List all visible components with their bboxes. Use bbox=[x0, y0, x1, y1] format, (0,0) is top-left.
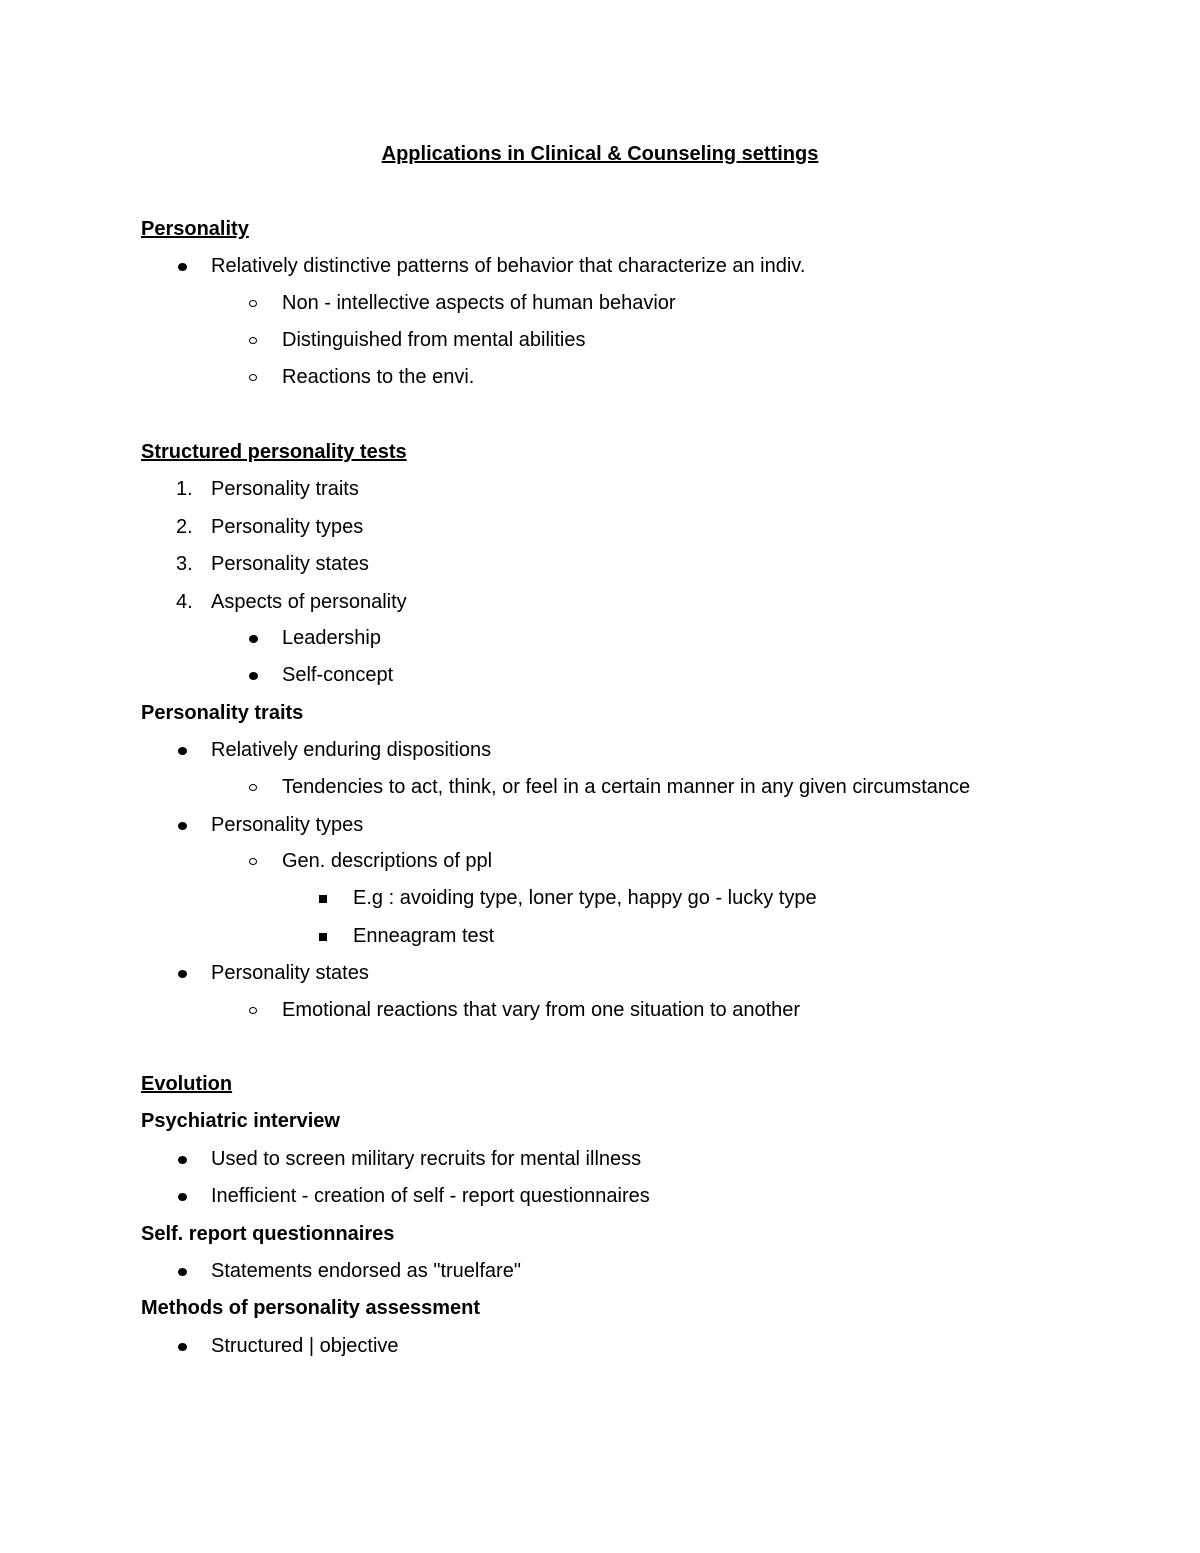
list-number: 3. bbox=[176, 553, 193, 575]
heading-personality-traits: Personality traits bbox=[141, 702, 304, 724]
bullet-square-icon bbox=[319, 895, 327, 903]
list-item: Inefficient - creation of self - report questionnaires bbox=[211, 1185, 650, 1207]
list-number: 2. bbox=[176, 516, 193, 538]
list-item: Non - intellective aspects of human behavior bbox=[282, 292, 676, 314]
list-item: Enneagram test bbox=[353, 925, 495, 947]
list-item: Emotional reactions that vary from one situation to another bbox=[282, 999, 801, 1021]
list-item: Relatively distinctive patterns of behavior that characterize an indiv. bbox=[211, 255, 806, 277]
bullet-dot-icon bbox=[178, 1156, 187, 1164]
list-item: Used to screen military recruits for mental illness bbox=[211, 1148, 642, 1170]
list-item: Personality states bbox=[211, 553, 369, 575]
bullet-dot-icon bbox=[178, 1268, 187, 1276]
heading-evolution: Evolution bbox=[141, 1073, 233, 1095]
bullet-dot-icon bbox=[178, 263, 187, 271]
bullet-circle-icon bbox=[249, 784, 257, 791]
bullet-circle-icon bbox=[249, 300, 257, 307]
bullet-dot-icon bbox=[178, 1343, 187, 1351]
bullet-circle-icon bbox=[249, 858, 257, 865]
heading-methods: Methods of personality assessment bbox=[141, 1297, 480, 1319]
list-item: Relatively enduring dispositions bbox=[211, 739, 492, 761]
list-number: 4. bbox=[176, 591, 193, 613]
heading-structured-tests: Structured personality tests bbox=[141, 441, 407, 463]
list-item: Distinguished from mental abilities bbox=[282, 329, 586, 351]
bullet-dot-icon bbox=[178, 822, 187, 830]
bullet-circle-icon bbox=[249, 374, 257, 381]
list-item: Statements endorsed as "truelfare" bbox=[211, 1260, 521, 1282]
bullet-circle-icon bbox=[249, 337, 257, 344]
bullet-square-icon bbox=[319, 933, 327, 941]
list-item: Personality traits bbox=[211, 478, 359, 500]
list-item: Self-concept bbox=[282, 664, 394, 686]
heading-self-report: Self. report questionnaires bbox=[141, 1223, 395, 1245]
list-item: Tendencies to act, think, or feel in a certain manner in any given circumstance bbox=[282, 776, 971, 798]
bullet-dot-icon bbox=[178, 970, 187, 978]
bullet-dot-icon bbox=[178, 747, 187, 755]
heading-personality: Personality bbox=[141, 218, 249, 240]
list-item: Gen. descriptions of ppl bbox=[282, 850, 493, 872]
document-title: Applications in Clinical & Counseling settings bbox=[381, 143, 819, 165]
list-item: E.g : avoiding type, loner type, happy go - lucky type bbox=[353, 887, 817, 909]
list-item: Personality states bbox=[211, 962, 369, 984]
list-number: 1. bbox=[176, 478, 193, 500]
list-item: Structured | objective bbox=[211, 1335, 399, 1357]
bullet-circle-icon bbox=[249, 1007, 257, 1014]
list-item: Personality types bbox=[211, 814, 364, 836]
list-item: Reactions to the envi. bbox=[282, 366, 475, 388]
list-item: Aspects of personality bbox=[211, 591, 407, 613]
list-item: Leadership bbox=[282, 627, 381, 649]
heading-psychiatric-interview: Psychiatric interview bbox=[141, 1110, 340, 1132]
bullet-dot-icon bbox=[178, 1193, 187, 1201]
bullet-dot-icon bbox=[249, 672, 258, 680]
list-item: Personality types bbox=[211, 516, 364, 538]
bullet-dot-icon bbox=[249, 635, 258, 643]
